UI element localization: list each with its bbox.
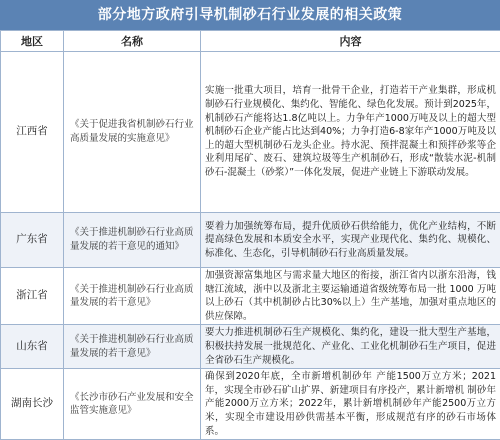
table-row [1,325,500,369]
region-cell: 浙江省 [1,268,64,325]
table-row [1,213,500,268]
policy-name-cell: 《关于促进我省机制砂石行业高质量发展的实施意见》 [64,52,201,213]
policy-content-cell: 要大力推进机制砂石生产规模化、集约化，建设一批大型生产基地，积极扶持发展一批规范化、产业化、工业化机制砂石生产项目，促进全省砂石生产规模化。 [201,325,500,369]
page-title: 部分地方政府引导机制砂石行业发展的相关政策 [0,0,500,30]
region-cell: 江西省 [1,52,64,213]
policy-content-cell: 加强资源富集地区与需求量大地区的衔接，浙江省内以浙东沿海，钱塘江流域，浙中以及浙北主要运输通道省级统筹布局一批 1000 万吨以上砂石（其中机制砂占比30%以上）生产基地，加强对重点地区的供应保障。 [201,268,500,325]
table-header-row [1,31,500,52]
region-cell: 广东省 [1,213,64,268]
header-name: 名称 [64,31,201,52]
region-cell: 山东省 [1,325,64,369]
table-row [1,369,500,440]
policy-content-cell: 实施一批重大项目，培育一批骨干企业，打造若干产业集群，形成机制砂石行业规模化、集约化、智能化、绿色化发展。预计到2025年，机制砂石产能将达1.8亿吨以上。力争年产1000万吨及以上的超大型机制砂石企业产能占比达到40%；力争打造6-8家年产1000万吨及以上的超大型机制砂石龙头企业。持水泥、预拌混凝土和预拌砂浆等企业利用尾矿、废石、建筑垃圾等生产机制砂石，形成“散装水泥-机制砂石-混凝土（砂浆）”一体化发展，促进产业链上下游联动发展。 [201,52,500,213]
policy-content-cell: 要着力加强统筹布局，提升优质砂石供给能力，优化产业结构，不断提高绿色发展和本质安全水平，实现产业现代化、集约化、规模化、标准化、生态化，引导机制砂石行业高质量发展。 [201,213,500,268]
region-cell: 湖南长沙 [1,369,64,440]
policy-table [0,30,500,440]
header-region: 地区 [1,31,64,52]
header-content: 内容 [201,31,500,52]
policy-name-cell: 《关于推进机制砂石行业高质量发展的若干意见》 [64,325,201,369]
policy-name-cell: 《关于推进机制砂石行业高质量发展的若干意见的通知》 [64,213,201,268]
policy-name-cell: 《长沙市砂石产业发展和安全监管实施意见》 [64,369,201,440]
policy-content-cell: 确保到2020年底，全市新增机制砂年 产能1500万立方米；2021年，实现全市砂石矿山扩界、新建项目有序投产，累计新增机 制砂年产能2000万立方米；2022年，累计新增机制砂年产能2500万立方米，实现全市建设用砂供需基本平衡，形成规范有序的砂石市场体系。 [201,369,500,440]
table-row [1,268,500,325]
table-row [1,52,500,213]
policy-name-cell: 《关于推进机制砂石行业高质量发展的若干意见》 [64,268,201,325]
